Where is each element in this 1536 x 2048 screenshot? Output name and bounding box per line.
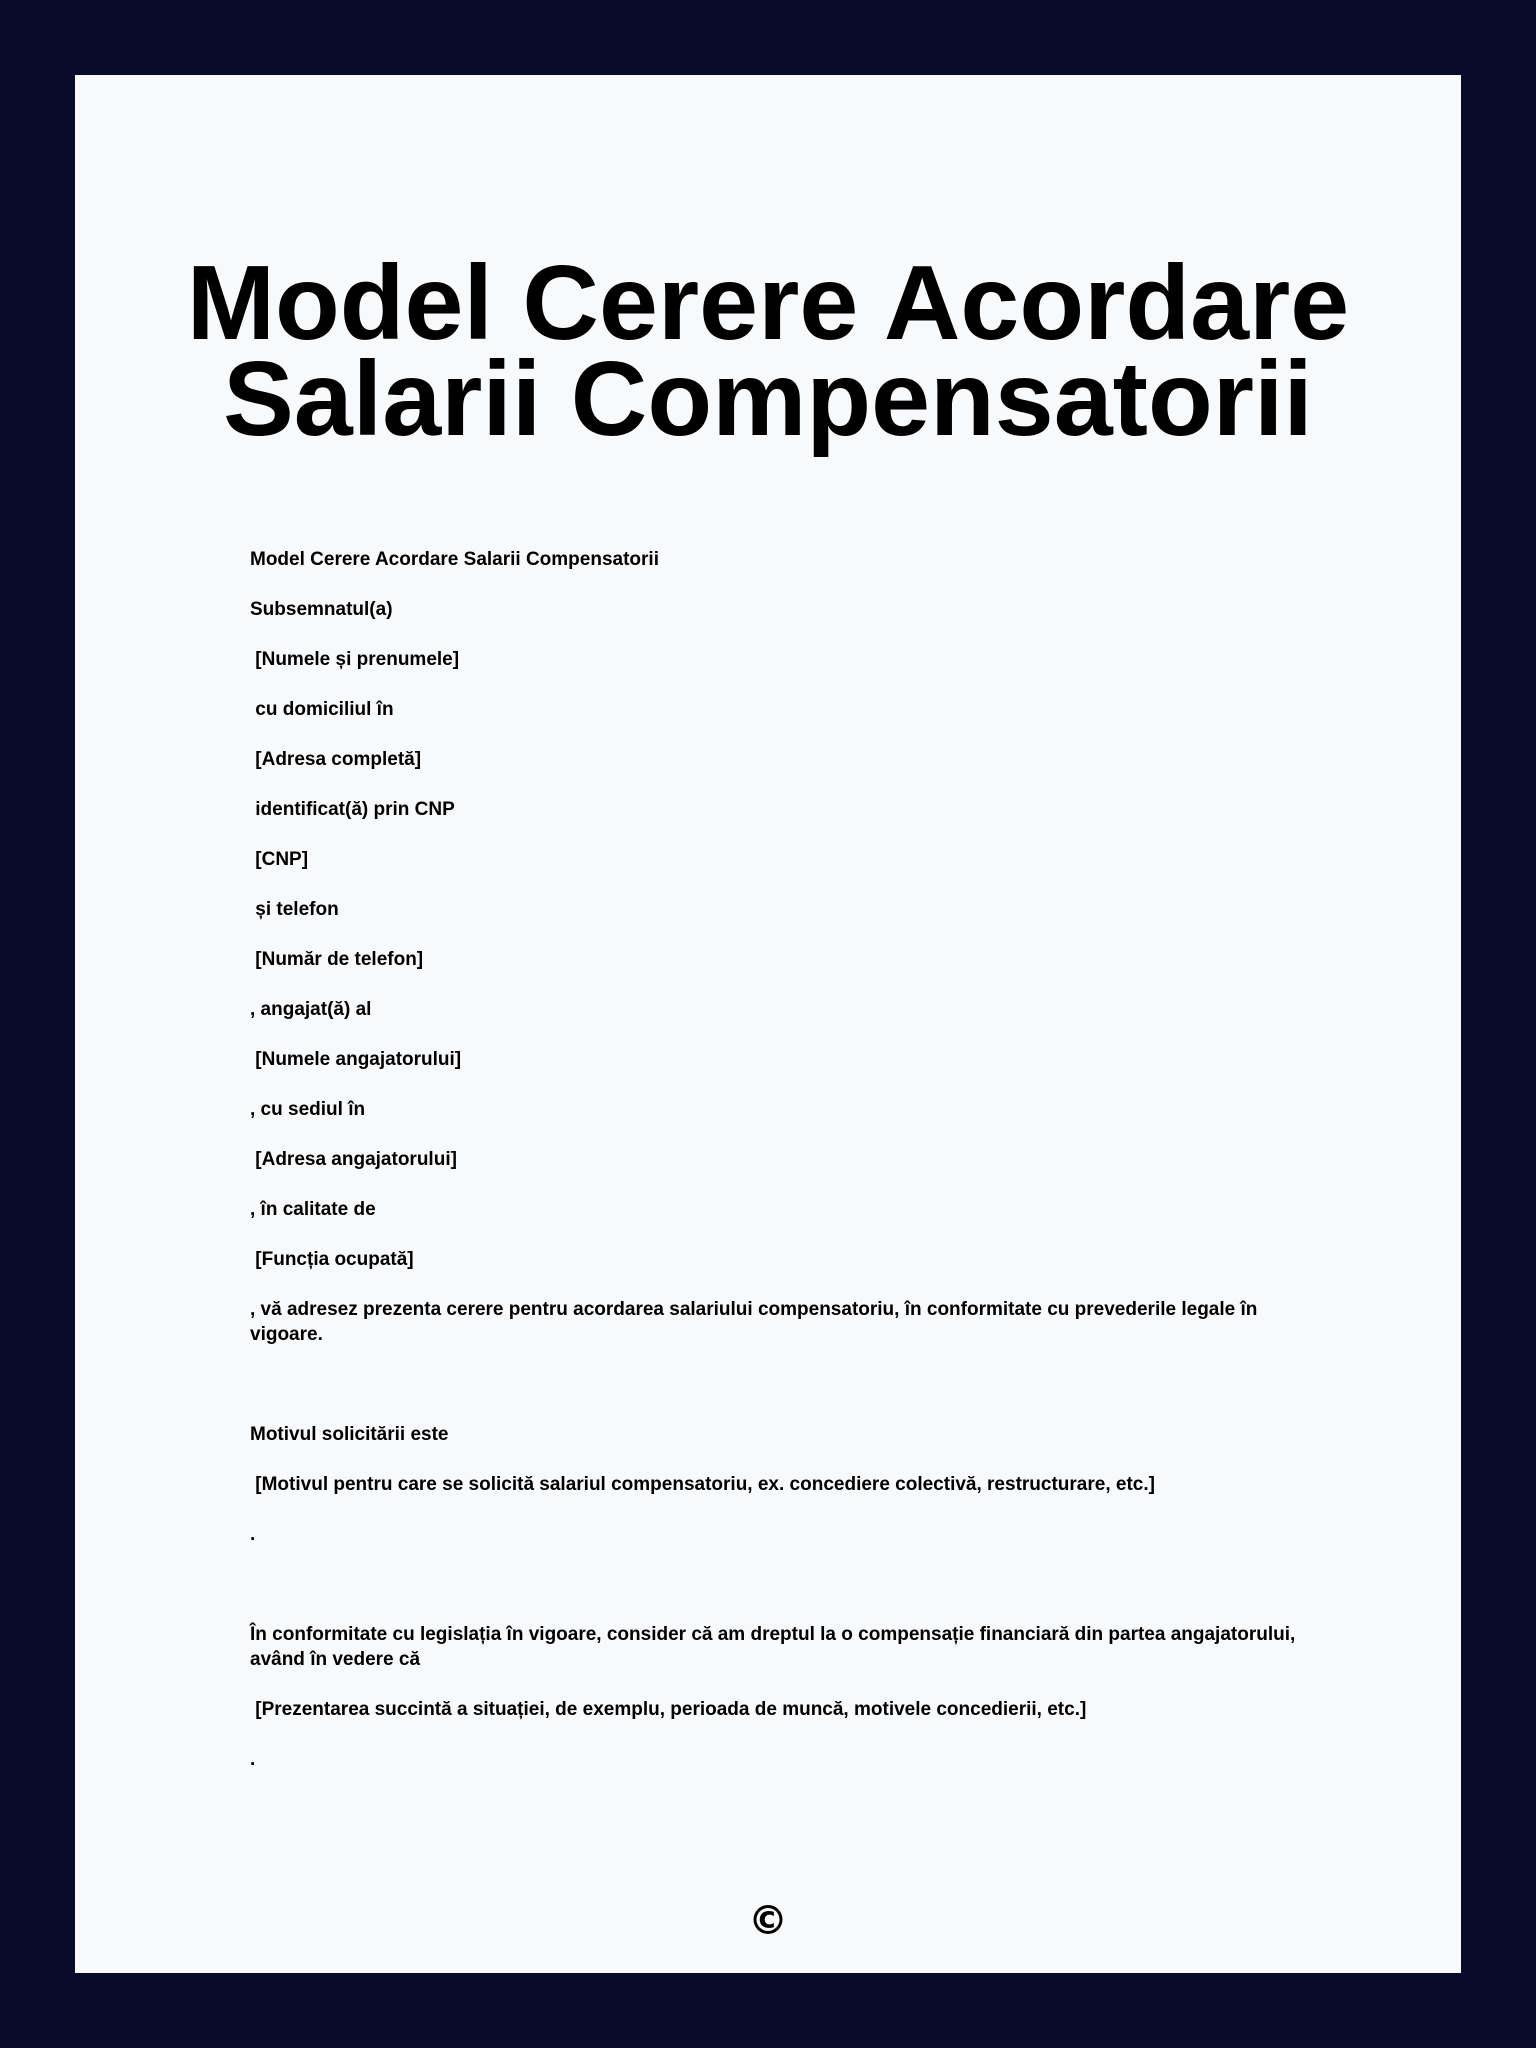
paragraph: , angajat(ă) al — [250, 999, 372, 1020]
paragraph: și telefon — [250, 899, 339, 920]
title-line-1: Model Cerere Acordare — [186, 244, 1350, 362]
paragraph: cu domiciliul în — [250, 699, 394, 720]
paragraph: . — [250, 1749, 256, 1770]
paragraph: Subsemnatul(a) — [250, 599, 393, 620]
document-page — [75, 75, 1461, 1973]
placeholder-field: [Motivul pentru care se solicită salariul compensatoriu, ex. concediere colectivă, restructurare, etc.] — [250, 1474, 1155, 1495]
copyright-icon: © — [748, 1898, 788, 1944]
paragraph: În conformitate cu legislația în vigoare, consider că am dreptul la o compensație financiară din partea angajatorului, având în vedere că — [250, 1624, 1301, 1670]
placeholder-field: [Prezentarea succintă a situației, de exemplu, perioada de muncă, motivele concedierii, etc.] — [250, 1699, 1087, 1720]
page-title — [75, 244, 1461, 458]
paragraph: . — [250, 1524, 256, 1545]
placeholder-field: [CNP] — [250, 849, 309, 870]
placeholder-field: [Numele și prenumele] — [250, 649, 460, 670]
paragraph: , vă adresez prezenta cerere pentru acordarea salariului compensatoriu, în conformitate cu prevederile legale în vigoare. — [250, 1299, 1263, 1345]
placeholder-field: [Adresa angajatorului] — [250, 1149, 457, 1170]
paragraph: , cu sediul în — [250, 1099, 366, 1120]
paragraph: identificat(ă) prin CNP — [250, 799, 455, 820]
placeholder-field: [Număr de telefon] — [250, 949, 424, 970]
placeholder-field: [Funcția ocupată] — [250, 1249, 414, 1270]
title-line-2: Salarii Compensatorii — [223, 340, 1313, 458]
placeholder-field: [Numele angajatorului] — [250, 1049, 462, 1070]
doc-heading: Model Cerere Acordare Salarii Compensatorii — [250, 549, 659, 570]
paragraph: Motivul solicitării este — [250, 1424, 449, 1445]
placeholder-field: [Adresa completă] — [250, 749, 422, 770]
paragraph: , în calitate de — [250, 1199, 376, 1220]
